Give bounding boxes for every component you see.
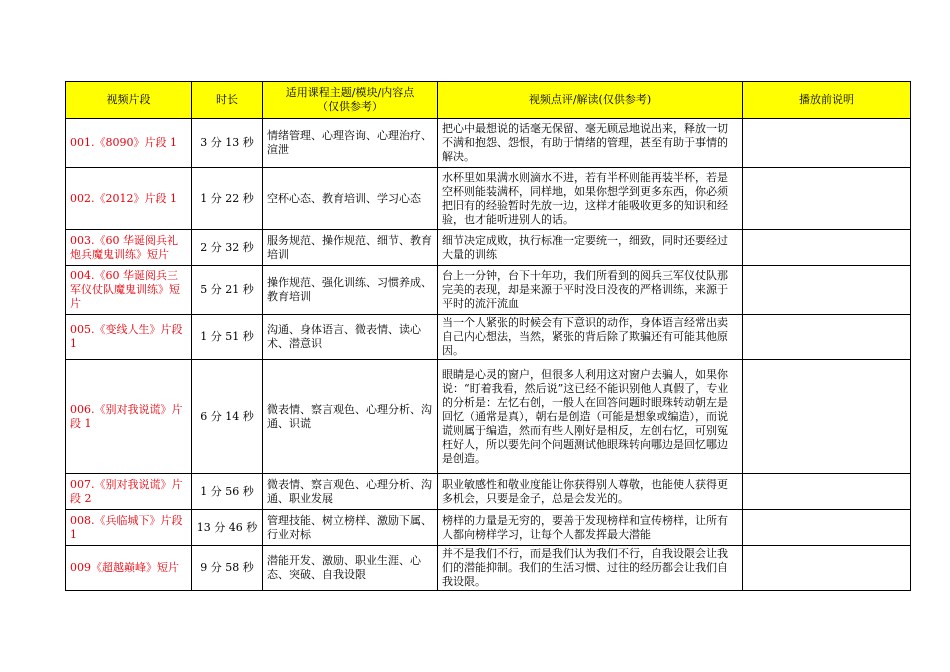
table-row [66, 510, 911, 546]
header-topic-line2: （仅供参考） [317, 100, 383, 113]
video-review: 并不是我们不行，而是我们认为我们不行，自我设限会让我们的潜能抑制。我们的生活习惯、过往的经历都会让我们自我设限。 [438, 546, 743, 591]
video-review: 把心中最想说的话毫无保留、毫无顾忌地说出来，释放一切不满和抱怨、怨恨，有助于情绪的管理，甚至有助于事情的解决。 [438, 119, 743, 168]
video-segment-name: 002.《2012》片段 1 [66, 168, 192, 230]
table-row [66, 315, 911, 360]
video-segment-name: 008.《兵临城下》片段 1 [66, 510, 192, 546]
table-row [66, 119, 911, 168]
table-row [66, 360, 911, 474]
table-row [66, 168, 911, 230]
course-topic: 服务规范、操作规范、细节、教育培训 [263, 230, 438, 266]
header-topic-line1: 适用课程主题/模块/内容点 [285, 86, 415, 99]
play-notes [743, 230, 911, 266]
course-topic: 微表情、察言观色、心理分析、沟通、职业发展 [263, 474, 438, 510]
video-segment-name: 007.《别对我说谎》片段 2 [66, 474, 192, 510]
course-topic: 微表情、察言观色、心理分析、沟通、识谎 [263, 360, 438, 474]
video-segment-name: 001.《8090》片段 1 [66, 119, 192, 168]
header-topic [263, 82, 438, 119]
play-notes [743, 266, 911, 315]
table-row [66, 266, 911, 315]
video-duration: 13 分 46 秒 [192, 510, 263, 546]
header-review: 视频点评/解读(仅供参考) [438, 82, 743, 119]
table-row [66, 546, 911, 591]
video-clips-table [65, 81, 911, 591]
play-notes [743, 315, 911, 360]
video-segment-name: 004.《60 华诞阅兵三军仪仗队魔鬼训练》短片 [66, 266, 192, 315]
play-notes [743, 474, 911, 510]
course-topic: 潜能开发、激励、职业生涯、心态、突破、自我设限 [263, 546, 438, 591]
table-row [66, 474, 911, 510]
video-duration: 1 分 51 秒 [192, 315, 263, 360]
table-row [66, 230, 911, 266]
table-header-row [66, 82, 911, 119]
video-segment-name: 009《超越巅峰》短片 [66, 546, 192, 591]
course-topic: 操作规范、强化训练、习惯养成、教育培训 [263, 266, 438, 315]
video-segment-name: 006.《别对我说谎》片段 1 [66, 360, 192, 474]
course-topic: 管理技能、树立榜样、激励下属、行业对标 [263, 510, 438, 546]
play-notes [743, 360, 911, 474]
video-duration: 5 分 21 秒 [192, 266, 263, 315]
header-notes: 播放前说明 [743, 82, 911, 119]
video-duration: 1 分 56 秒 [192, 474, 263, 510]
header-duration: 时长 [192, 82, 263, 119]
video-duration: 6 分 14 秒 [192, 360, 263, 474]
video-segment-name: 005.《变线人生》片段 1 [66, 315, 192, 360]
video-review: 眼睛是心灵的窗户，但很多人利用这对窗户去骗人，如果你说：“盯着我看，然后说”这已经不能识别他人真假了，专业的分析是：左忆右创，一般人在回答问题时眼珠转动朝左是回忆（通常是真），朝右是创造（可能是想象或编造），而说谎则属于编造，然而有些人刚好是相反，左创右忆，可别冤枉好人，所以要先问个问题测试他眼珠转向哪边是回忆哪边是创造。 [438, 360, 743, 474]
video-duration: 1 分 22 秒 [192, 168, 263, 230]
video-segment-name: 003.《60 华诞阅兵礼炮兵魔鬼训练》短片 [66, 230, 192, 266]
video-review: 榜样的力量是无穷的，要善于发现榜样和宣传榜样，让所有人都向榜样学习，让每个人都发挥最大潜能 [438, 510, 743, 546]
header-segment: 视频片段 [66, 82, 192, 119]
video-duration: 3 分 13 秒 [192, 119, 263, 168]
video-review: 台上一分钟，台下十年功，我们所看到的阅兵三军仪仗队那完美的表现，却是来源于平时没日没夜的严格训练，来源于平时的流汗流血 [438, 266, 743, 315]
video-review: 水杯里如果满水则滴水不进，若有半杯则能再装半杯，若是空杯则能装满杯，同样地，如果你想学到更多东西，你必须把旧有的经验暂时先放一边，这样才能吸收更多的知识和经验，也才能听进别人的话。 [438, 168, 743, 230]
play-notes [743, 546, 911, 591]
play-notes [743, 119, 911, 168]
play-notes [743, 168, 911, 230]
video-review: 细节决定成败，执行标准一定要统一，细致，同时还要经过大量的训练 [438, 230, 743, 266]
video-review: 当一个人紧张的时候会有下意识的动作，身体语言经常出卖自己内心想法，当然，紧张的背后除了欺骗还有可能其他原因。 [438, 315, 743, 360]
video-duration: 9 分 58 秒 [192, 546, 263, 591]
video-duration: 2 分 32 秒 [192, 230, 263, 266]
course-topic: 空杯心态、教育培训、学习心态 [263, 168, 438, 230]
video-review: 职业敏感性和敬业度能让你获得别人尊敬，也能使人获得更多机会，只要是金子，总是会发光的。 [438, 474, 743, 510]
course-topic: 情绪管理、心理咨询、心理治疗、渲泄 [263, 119, 438, 168]
course-topic: 沟通、身体语言、微表情、读心术、潜意识 [263, 315, 438, 360]
play-notes [743, 510, 911, 546]
